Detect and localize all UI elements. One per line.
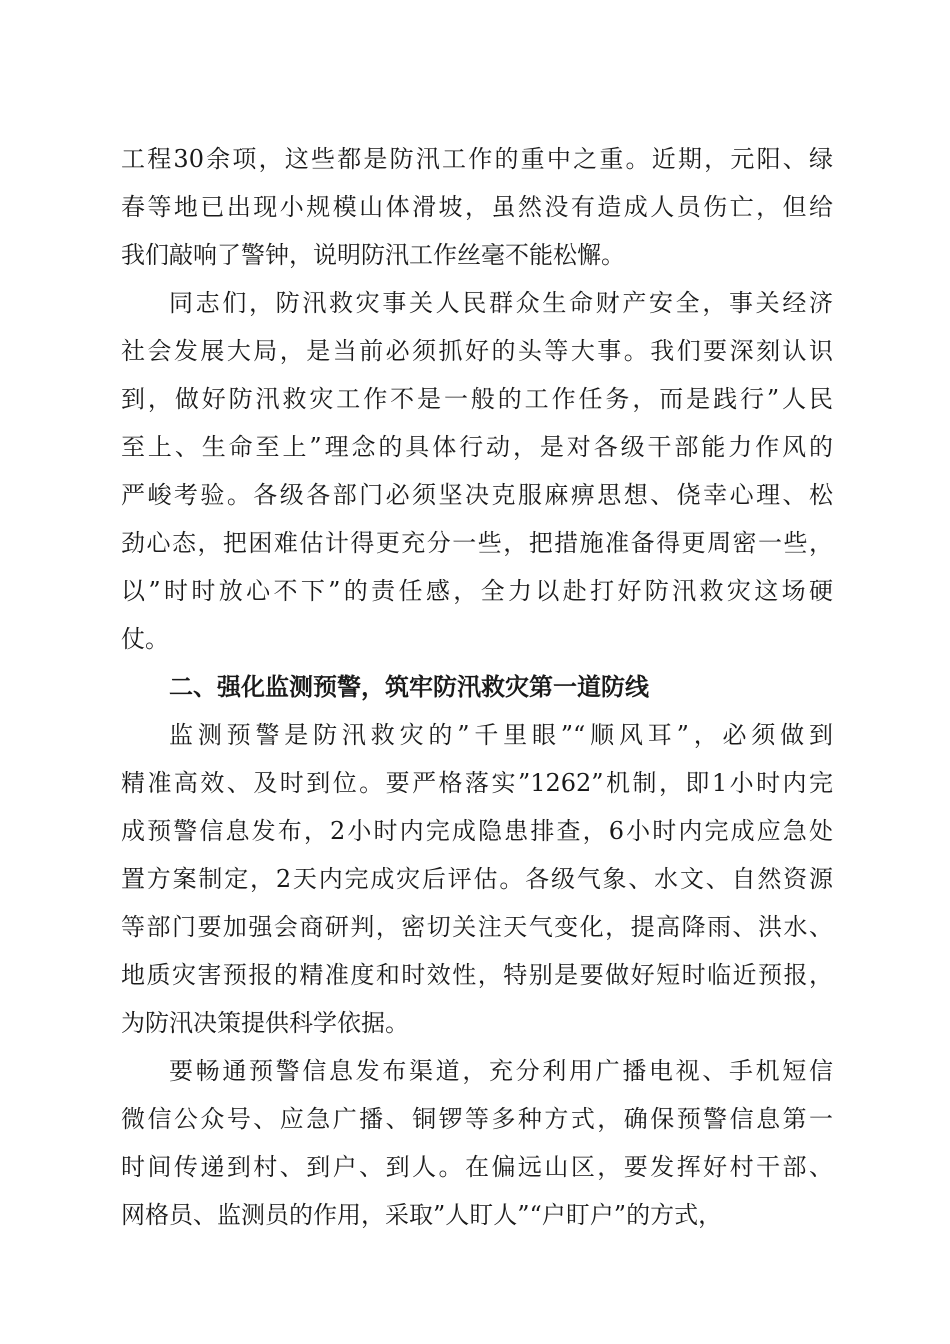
paragraph-4 bbox=[121, 1047, 833, 1239]
text-line: 至上、生命至上”理念的具体行动，是对各级干部能力作风的 bbox=[121, 433, 833, 461]
text-line: 监测预警是防汛救灾的”千里眼”“顺风耳”，必须做到 bbox=[169, 721, 833, 749]
text-line: 春等地已出现小规模山体滑坡，虽然没有造成人员伤亡，但给 bbox=[121, 193, 833, 221]
text-line: 时间传递到村、到户、到人。在偏远山区，要发挥好村干部、 bbox=[121, 1153, 833, 1181]
text-line: 网格员、监测员的作用，采取”人盯人”“户盯户”的方式， bbox=[121, 1201, 723, 1229]
text-line: 社会发展大局，是当前必须抓好的头等大事。我们要深刻认识 bbox=[121, 337, 833, 365]
paragraph-1 bbox=[121, 135, 833, 279]
text-line: 等部门要加强会商研判，密切关注天气变化，提高降雨、洪水、 bbox=[121, 913, 833, 941]
document-body bbox=[121, 135, 833, 1239]
text-line: 仗。 bbox=[121, 625, 169, 653]
text-line: 精准高效、及时到位。要严格落实”1262”机制，即1小时内完 bbox=[121, 769, 833, 797]
paragraph-3 bbox=[121, 711, 833, 1047]
text-line: 置方案制定，2天内完成灾后评估。各级气象、水文、自然资源 bbox=[121, 865, 833, 893]
text-line: 到，做好防汛救灾工作不是一般的工作任务，而是践行”人民 bbox=[121, 385, 833, 413]
text-line: 劲心态，把困难估计得更充分一些，把措施准备得更周密一些， bbox=[121, 529, 833, 557]
text-line: 成预警信息发布，2小时内完成隐患排查，6小时内完成应急处 bbox=[121, 817, 833, 845]
heading-text: 二、强化监测预警，筑牢防汛救灾第一道防线 bbox=[169, 673, 649, 701]
text-line: 工程30余项，这些都是防汛工作的重中之重。近期，元阳、绿 bbox=[121, 145, 833, 173]
text-line: 微信公众号、应急广播、铜锣等多种方式，确保预警信息第一 bbox=[121, 1105, 833, 1133]
text-line: 为防汛决策提供科学依据。 bbox=[121, 1009, 409, 1037]
text-line: 要畅通预警信息发布渠道，充分利用广播电视、手机短信 bbox=[169, 1057, 833, 1085]
section-heading bbox=[121, 663, 833, 711]
text-line: 地质灾害预报的精准度和时效性，特别是要做好短时临近预报， bbox=[121, 961, 833, 989]
paragraph-2 bbox=[121, 279, 833, 663]
text-line: 我们敲响了警钟，说明防汛工作丝毫不能松懈。 bbox=[121, 241, 625, 269]
text-line: 同志们，防汛救灾事关人民群众生命财产安全，事关经济 bbox=[169, 289, 833, 317]
text-line: 以”时时放心不下”的责任感，全力以赴打好防汛救灾这场硬 bbox=[121, 577, 833, 605]
text-line: 严峻考验。各级各部门必须坚决克服麻痹思想、侥幸心理、松 bbox=[121, 481, 833, 509]
